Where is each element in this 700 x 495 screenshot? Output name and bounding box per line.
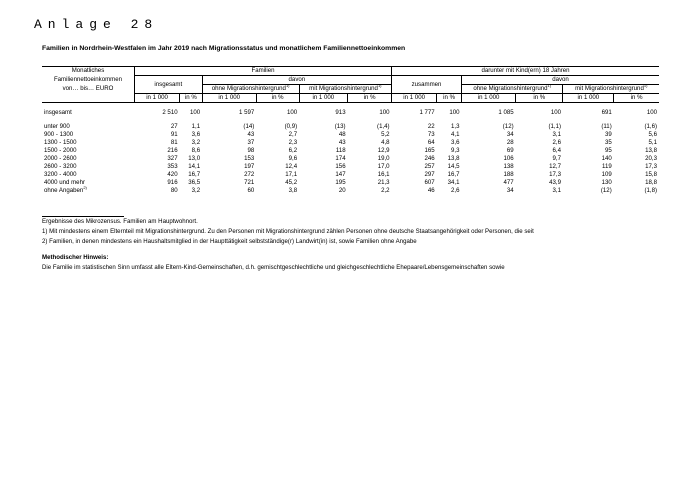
col-header-ohne-mig-kinder: ohne Migrationshintergrund$^{1)}$	[462, 85, 563, 94]
row-header-line3: von… bis… EURO	[62, 85, 114, 92]
table-cell: 14,5	[447, 163, 460, 170]
table-cell: (11)	[601, 123, 612, 130]
table-cell: 2,7	[288, 131, 298, 138]
table-cell: 13,8	[645, 147, 657, 154]
method-note-text: Die Familie im statistischen Sinn umfasst alle Eltern-Kind-Gemeinschaften, d.h. gemischtgeschlechtliche und gleichgeschlechtliche Ehepaare/Lebensgemeinschaften sowie	[42, 264, 505, 271]
table-cell: 80	[170, 187, 178, 194]
table-cell: 188	[503, 171, 514, 178]
group-header-kinder: darunter mit Kind(ern) 18 Jahren	[392, 67, 659, 76]
table-cell: 69	[506, 147, 514, 154]
col-header-davon-familien: davon	[202, 76, 391, 85]
table-row	[42, 171, 659, 179]
table-cell: (1,8)	[644, 187, 657, 194]
method-note-title: Methodischer Hinweis:	[42, 254, 109, 261]
table-cell: 27	[170, 123, 178, 130]
table-cell: 3,2	[191, 139, 201, 146]
table-cell: 2,6	[552, 139, 561, 146]
table-cell: 1,1	[191, 123, 201, 130]
table-cell: 246	[424, 155, 435, 162]
table-cell: 16,7	[188, 171, 201, 178]
table-cell: 39	[604, 131, 612, 138]
table-cell: 420	[167, 171, 178, 178]
table-row-total: insgesamt 2 510 100 1 597 100 913 100 1 777 100 1 085 100 691 100	[44, 109, 657, 116]
table-cell: (0,9)	[284, 123, 298, 130]
table-cell: (1,4)	[377, 123, 390, 130]
table-cell: 18,8	[645, 179, 657, 186]
row-label: unter 900	[44, 123, 70, 130]
table-cell: 12,4	[285, 163, 298, 170]
table-cell: (14)	[243, 123, 255, 130]
table-cell: 15,8	[645, 171, 657, 178]
row-label: 2000 - 2600	[44, 155, 77, 162]
table-row	[42, 187, 659, 195]
table-cell: 6,2	[288, 147, 298, 154]
table-row	[42, 179, 659, 187]
col-header-mit-mig-familien: mit Migrationshintergrund$^{1)}$	[299, 85, 391, 94]
table-cell: 37	[247, 139, 255, 146]
table-cell: 3,1	[552, 131, 561, 138]
row-label: 4000 und mehr	[44, 179, 85, 186]
table-cell: 43	[338, 139, 346, 146]
table-cell: 147	[335, 171, 346, 178]
table-cell: 17,3	[549, 171, 561, 178]
table-cell: 60	[247, 187, 255, 194]
table-cell: 17,1	[285, 171, 298, 178]
table-cell: 3,1	[552, 187, 561, 194]
table-cell: 140	[601, 155, 612, 162]
row-label: 900 - 1300	[44, 131, 74, 138]
table-row	[42, 131, 659, 139]
table-cell: 17,3	[645, 163, 657, 170]
table-cell: 35	[604, 139, 612, 146]
table-cell: 2,2	[381, 187, 390, 194]
table-cell: 46	[427, 187, 435, 194]
table-cell: 9,6	[288, 155, 298, 162]
table-cell: 43,9	[549, 179, 561, 186]
table-cell: 109	[601, 171, 612, 178]
table-cell: 197	[244, 163, 255, 170]
table-cell: 16,1	[377, 171, 390, 178]
row-label: ohne Angaben$^{2)}$	[44, 185, 87, 194]
footnote-separator	[42, 216, 124, 217]
table-cell: 34	[506, 187, 514, 194]
table-cell: 48	[338, 131, 346, 138]
table-cell: 327	[167, 155, 178, 162]
table-cell: 4,8	[381, 139, 390, 146]
table-cell: 21,3	[377, 179, 390, 186]
table-cell: 257	[424, 163, 435, 170]
row-header-line1: Monatliches	[42, 67, 134, 76]
table-cell: 28	[506, 139, 514, 146]
table-cell: 2,3	[288, 139, 298, 146]
table-cell: 3,6	[191, 131, 201, 138]
table-cell: 477	[503, 179, 514, 186]
table-cell: 8,6	[191, 147, 201, 154]
table-cell: 165	[424, 147, 435, 154]
footnote-2: 2) Familien, in denen mindestens ein Haushaltsmitglied in der Haupttätigkeit selbstständige(r) Landwirt(in) ist, sowie Familien ohne Angabe	[42, 238, 417, 245]
table-cell: 2,6	[451, 187, 460, 194]
table-cell: (12)	[502, 123, 514, 130]
table-cell: 5,2	[381, 131, 390, 138]
annex-label: Anlage 28	[34, 17, 159, 32]
row-label: 3200 - 4000	[44, 171, 77, 178]
table-cell: 20	[338, 187, 346, 194]
table-cell: (13)	[334, 123, 346, 130]
table-cell: 130	[601, 179, 612, 186]
col-header-ohne-mig-familien: ohne Migrationshintergrund$^{1)}$	[202, 85, 299, 94]
table-cell: 43	[247, 131, 255, 138]
table-cell: 3,2	[191, 187, 201, 194]
table-cell: 153	[244, 155, 255, 162]
table-cell: 3,8	[288, 187, 298, 194]
table-cell: 5,1	[648, 139, 657, 146]
table-cell: 16,7	[447, 171, 460, 178]
unit-row: in 1 000 in % in 1 000 in % in 1 000 in % in 1 000 in % in 1 000 in % in 1 000 in %	[42, 94, 659, 103]
row-label: 2600 - 3200	[44, 163, 77, 170]
col-header-davon-kinder: davon	[462, 76, 660, 85]
table-cell: 353	[167, 163, 178, 170]
table-row	[42, 147, 659, 155]
table-row	[42, 123, 659, 131]
table-cell: 17,0	[377, 163, 390, 170]
table-cell: 156	[335, 163, 346, 170]
row-label: 1300 - 1500	[44, 139, 77, 146]
table-cell: 22	[427, 123, 435, 130]
table-row	[42, 163, 659, 171]
table-cell: 297	[424, 171, 435, 178]
col-header-mit-mig-kinder: mit Migrationshintergrund$^{1)}$	[563, 85, 659, 94]
table-cell: (12)	[600, 187, 612, 194]
table-cell: 73	[427, 131, 435, 138]
table-cell: (1,6)	[644, 123, 657, 130]
row-label: 1500 - 2000	[44, 147, 77, 154]
table-cell: 916	[167, 179, 178, 186]
table-cell: 607	[424, 179, 435, 186]
table-cell: 34,1	[447, 179, 460, 186]
table-cell: 4,1	[451, 131, 460, 138]
col-header-zusammen: zusammen	[392, 76, 462, 94]
table-cell: 20,3	[645, 155, 657, 162]
table-cell: 6,4	[552, 147, 561, 154]
footnote-1: 1) Mit mindestens einem Elternteil mit Migrationshintergrund. Zu den Personen mit Migrationshintergrund zählen Personen ohne deutsche Staatsangehörigkeit oder Personen, die seit	[42, 228, 534, 235]
table-cell: 34	[506, 131, 514, 138]
footnote-source: Ergebnisse des Mikrozensus. Familien am Hauptwohnort.	[42, 218, 198, 225]
table-cell: 174	[335, 155, 346, 162]
table-cell: 19,0	[377, 155, 390, 162]
table-cell: 3,6	[451, 139, 460, 146]
table-cell: 12,9	[377, 147, 390, 154]
table-cell: 81	[170, 139, 178, 146]
table-cell: 195	[335, 179, 346, 186]
table-cell: 1,3	[451, 123, 460, 130]
table-cell: 106	[503, 155, 514, 162]
table-cell: 5,6	[648, 131, 657, 138]
income-table	[42, 66, 659, 195]
table-cell: 14,1	[188, 163, 201, 170]
table-cell: 138	[503, 163, 514, 170]
table-row	[42, 155, 659, 163]
table-cell: 36,5	[188, 179, 201, 186]
table-cell: 13,0	[188, 155, 201, 162]
table-cell: 9,7	[552, 155, 561, 162]
table-cell: 45,2	[285, 179, 298, 186]
row-label: insgesamt	[44, 109, 72, 116]
table-cell: 9,3	[451, 147, 460, 154]
table-cell: 12,7	[549, 163, 561, 170]
table-cell: 64	[427, 139, 435, 146]
table-cell: 13,8	[447, 155, 460, 162]
col-header-insgesamt: insgesamt	[134, 76, 202, 94]
table-cell: 98	[247, 147, 255, 154]
table-cell: 216	[167, 147, 178, 154]
table-cell: 119	[602, 163, 612, 170]
table-row	[42, 139, 659, 147]
table-cell: (1,1)	[548, 123, 561, 130]
table-cell: 272	[244, 171, 255, 178]
table-cell: 721	[244, 179, 255, 186]
page-title: Familien in Nordrhein-Westfalen im Jahr 2019 nach Migrationsstatus und monatlichem Familiennettoeinkommen	[42, 45, 406, 52]
table-cell: 118	[335, 147, 346, 154]
table-cell: 91	[170, 131, 178, 138]
row-header-line2: Familiennettoeinkommen	[53, 76, 123, 83]
table-cell: 95	[604, 147, 612, 154]
group-header-familien: Familien	[134, 67, 391, 76]
